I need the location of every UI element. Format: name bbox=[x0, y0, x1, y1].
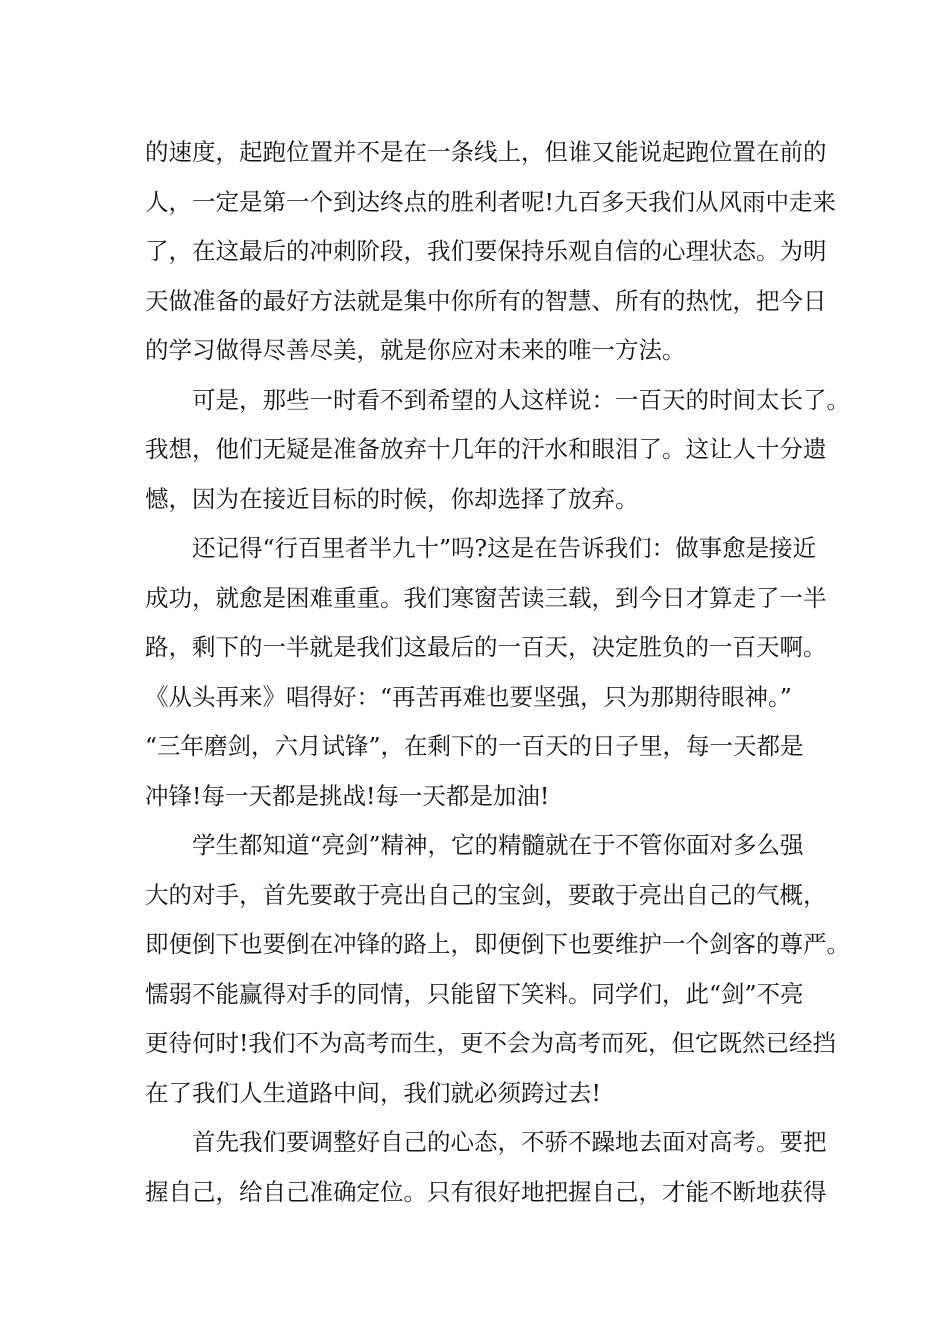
text-line: 我想，他们无疑是准备放弃十几年的汗水和眼泪了。这让人十分遗 bbox=[145, 435, 827, 463]
text-line: 的速度，起跑位置并不是在一条线上，但谁又能说起跑位置在前的 bbox=[145, 138, 827, 166]
text-line: 握自己，给自己准确定位。只有很好地把握自己，才能不断地获得 bbox=[145, 1177, 827, 1206]
paragraph-first-line: 学生都知道“亮剑”精神，它的精髓就在于不管你面对多么强 bbox=[192, 831, 804, 859]
text-line: 人，一定是第一个到达终点的胜利者呢!九百多天我们从风雨中走来 bbox=[145, 187, 836, 216]
paragraph-first-line: 首先我们要调整好自己的心态，不骄不躁地去面对高考。要把 bbox=[192, 1128, 827, 1156]
text-line: 憾，因为在接近目标的时候，你却选择了放弃。 bbox=[145, 484, 639, 513]
text-line: 成功，就愈是困难重重。我们寒窗苦读三载，到今日才算走了一半 bbox=[145, 583, 827, 612]
text-line: 在了我们人生道路中间，我们就必须跨过去! bbox=[145, 1078, 601, 1107]
text-line: 天做准备的最好方法就是集中你所有的智慧、所有的热忱，把今日 bbox=[145, 286, 827, 315]
text-line: 路，剩下的一半就是我们这最后的一百天，决定胜负的一百天啊。 bbox=[145, 633, 827, 661]
text-line: 大的对手，首先要敢于亮出自己的宝剑，要敢于亮出自己的气概， bbox=[145, 880, 827, 909]
text-line: “三年磨剑，六月试锋”，在剩下的一百天的日子里，每一天都是 bbox=[145, 732, 804, 760]
text-line: 的学习做得尽善尽美，就是你应对未来的唯一方法。 bbox=[145, 336, 686, 364]
text-line: 《从头再来》唱得好：“再苦再难也要坚强，只为那期待眼神。” bbox=[145, 682, 792, 711]
text-line: 了，在这最后的冲刺阶段，我们要保持乐观自信的心理状态。为明 bbox=[145, 237, 827, 265]
text-line: 冲锋!每一天都是挑战!每一天都是加油! bbox=[145, 781, 550, 810]
text-line: 懦弱不能赢得对手的同情，只能留下笑料。同学们，此“剑”不亮 bbox=[145, 979, 804, 1008]
paragraph-first-line: 还记得“行百里者半九十”吗?这是在告诉我们：做事愈是接近 bbox=[192, 534, 817, 562]
paragraph-first-line: 可是，那些一时看不到希望的人这样说：一百天的时间太长了。 bbox=[192, 385, 850, 414]
text-line: 更待何时!我们不为高考而生，更不会为高考而死，但它既然已经挡 bbox=[145, 1029, 836, 1057]
body-text bbox=[145, 128, 850, 1217]
text-line: 即便倒下也要倒在冲锋的路上，即便倒下也要维护一个剑客的尊严。 bbox=[145, 930, 850, 958]
